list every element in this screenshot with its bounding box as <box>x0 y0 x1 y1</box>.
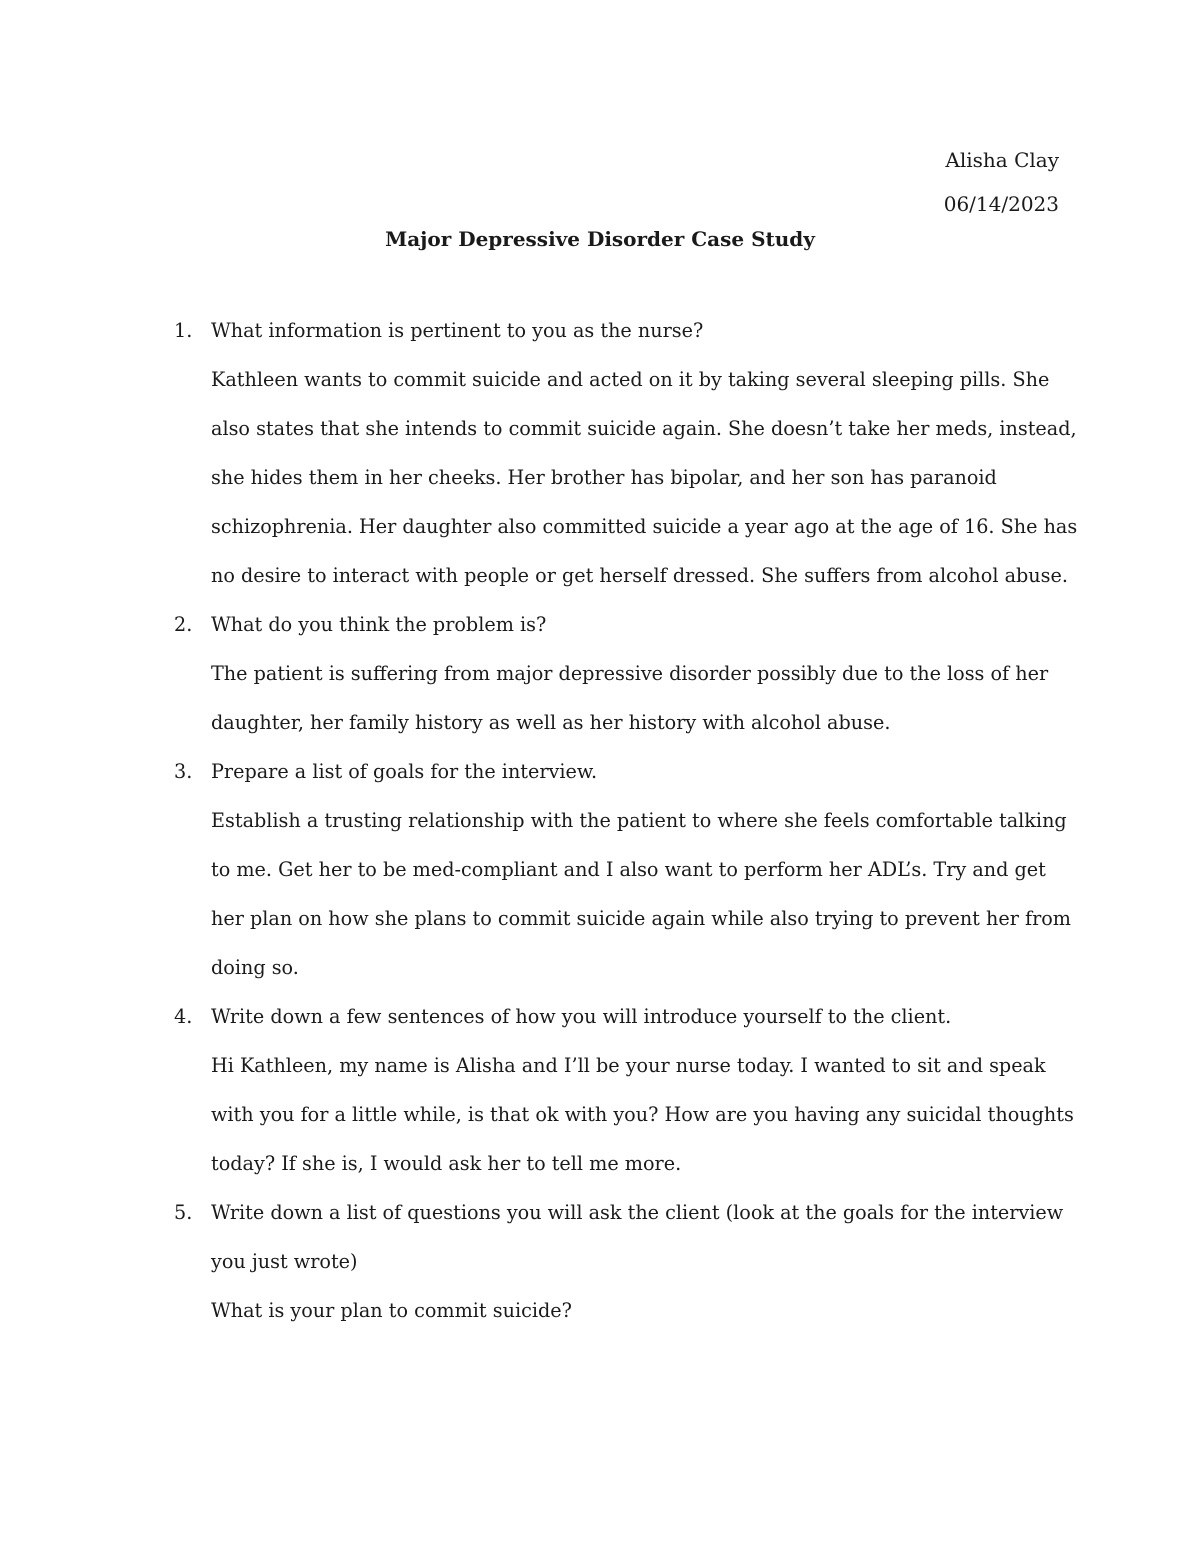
answer-text <box>211 796 1071 992</box>
answer-text <box>211 1286 1064 1335</box>
answer-text <box>211 649 1064 747</box>
answer-line: Hi Kathleen, my name is Alisha and I’ll be your nurse today. I wanted to sit and speak <box>211 1054 1046 1077</box>
answer-line: doing so. <box>211 956 299 979</box>
answer-line: her plan on how she plans to commit suicide again while also trying to prevent her from <box>211 907 1071 930</box>
question-text <box>211 1188 1064 1286</box>
header-block <box>944 138 1059 226</box>
document-title: Major Depressive Disorder Case Study <box>385 227 815 251</box>
question-text: Prepare a list of goals for the interview. <box>211 760 598 783</box>
answer-line: also states that she intends to commit suicide again. She doesn’t take her meds, instead, <box>211 417 1077 440</box>
question-item-2 <box>174 600 1064 747</box>
question-line: Write down a list of questions you will ask the client (look at the goals for the interview <box>211 1201 1064 1224</box>
answer-text <box>211 1041 1074 1188</box>
answer-line: today? If she is, I would ask her to tell me more. <box>211 1152 682 1175</box>
answer-line: she hides them in her cheeks. Her brother has bipolar, and her son has paranoid <box>211 466 997 489</box>
question-list <box>174 306 1078 1335</box>
document-date: 06/14/2023 <box>943 192 1059 216</box>
question-item-5 <box>174 1188 1064 1335</box>
question-text: What do you think the problem is? <box>211 613 547 636</box>
question-number: 3. <box>174 760 193 783</box>
answer-text <box>211 355 1078 600</box>
answer-line: with you for a little while, is that ok with you? How are you having any suicidal thoughts <box>211 1103 1074 1126</box>
question-item-3 <box>174 747 1071 992</box>
question-item-4 <box>174 992 1074 1188</box>
answer-line: daughter, her family history as well as her history with alcohol abuse. <box>211 711 891 734</box>
question-number: 5. <box>174 1201 193 1224</box>
answer-line: schizophrenia. Her daughter also committed suicide a year ago at the age of 16. She has <box>211 515 1078 538</box>
answer-line: no desire to interact with people or get herself dressed. She suffers from alcohol abuse. <box>211 564 1068 587</box>
author-name: Alisha Clay <box>945 148 1059 172</box>
question-item-1 <box>174 306 1078 600</box>
answer-line: The patient is suffering from major depressive disorder possibly due to the loss of her <box>211 662 1049 685</box>
answer-line: to me. Get her to be med-compliant and I also want to perform her ADL’s. Try and get <box>211 858 1046 881</box>
question-text: What information is pertinent to you as the nurse? <box>211 319 704 342</box>
question-text: Write down a few sentences of how you will introduce yourself to the client. <box>211 1005 952 1028</box>
question-number: 2. <box>174 613 193 636</box>
question-line: you just wrote) <box>211 1250 358 1273</box>
answer-line: Establish a trusting relationship with the patient to where she feels comfortable talking <box>211 809 1067 832</box>
answer-line: What is your plan to commit suicide? <box>211 1299 572 1322</box>
question-number: 1. <box>174 319 193 342</box>
answer-line: Kathleen wants to commit suicide and acted on it by taking several sleeping pills. She <box>211 368 1050 391</box>
question-number: 4. <box>174 1005 193 1028</box>
